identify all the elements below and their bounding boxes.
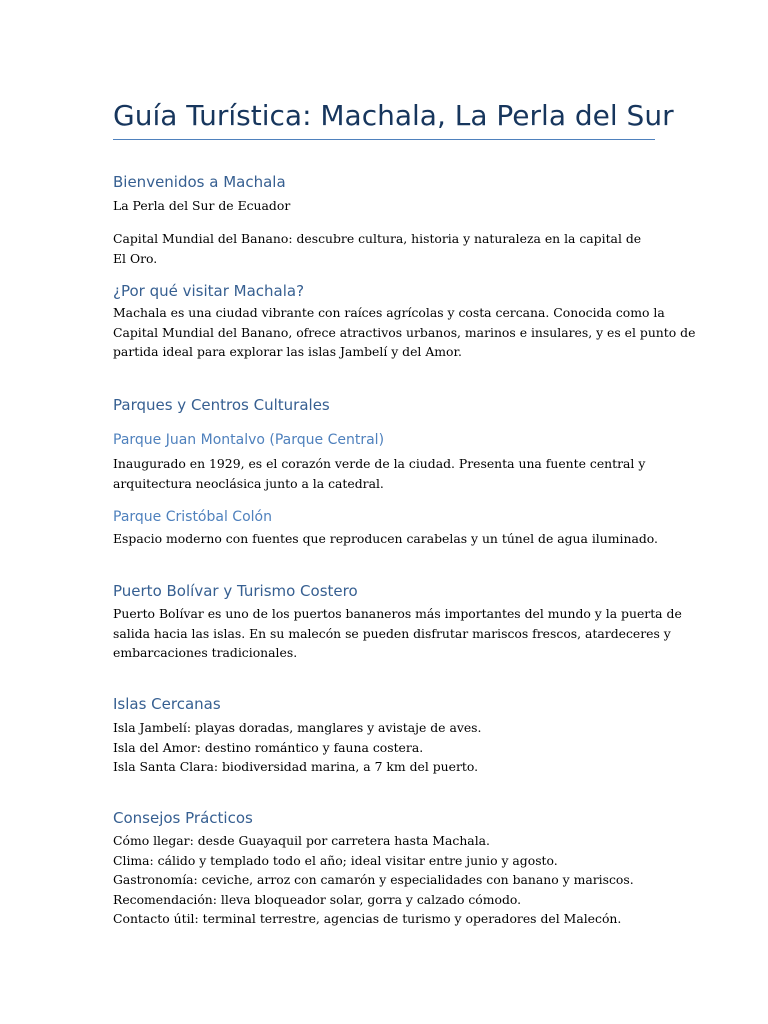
tip-line: Contacto útil: terminal terrestre, agencias de turismo y operadores del Malecón. (113, 911, 622, 926)
why-line: Capital Mundial del Banano, ofrece atractivos urbanos, marinos e insulares, y es el punto de (113, 324, 696, 340)
heading-parks: Parques y Centros Culturales (113, 396, 330, 414)
islands-list (113, 718, 655, 777)
why-paragraph (113, 303, 696, 362)
heading-why-visit: ¿Por qué visitar Machala? (113, 282, 305, 300)
tip-line: Gastronomía: ceviche, arroz con camarón y especialidades con banano y mariscos. (113, 872, 634, 887)
montalvo-line: Inaugurado en 1929, es el corazón verde de la ciudad. Presenta una fuente central y (113, 456, 646, 471)
puerto-paragraph (113, 604, 682, 663)
document-title: Guía Turística: Machala, La Perla del Sur (113, 99, 674, 132)
montalvo-paragraph (113, 454, 655, 493)
colon-line: Espacio moderno con fuentes que reproducen carabelas y un túnel de agua iluminado. (113, 531, 658, 546)
island-line: Isla Santa Clara: biodiversidad marina, a 7 km del puerto. (113, 759, 479, 774)
heading-puerto-bolivar: Puerto Bolívar y Turismo Costero (113, 582, 358, 600)
puerto-line: Puerto Bolívar es uno de los puertos bananeros más importantes del mundo y la puerta de (113, 606, 682, 621)
island-line: Isla del Amor: destino romántico y fauna costera. (113, 739, 424, 755)
montalvo-line: arquitectura neoclásica junto a la catedral. (113, 475, 384, 491)
why-line: partida ideal para explorar las islas Jambelí y del Amor. (113, 344, 462, 359)
colon-paragraph (113, 529, 658, 549)
tips-list (113, 831, 655, 929)
heading-parque-colon: Parque Cristóbal Colón (113, 509, 272, 525)
puerto-line: salida hacia las islas. En su malecón se pueden disfrutar mariscos frescos, atardeceres y (113, 625, 671, 641)
tip-line: Clima: cálido y templado todo el año; ideal visitar entre junio y agosto. (113, 852, 558, 868)
heading-bienvenidos: Bienvenidos a Machala (113, 173, 286, 191)
island-line: Isla Jambelí: playas doradas, manglares y avistaje de aves. (113, 720, 482, 735)
tip-line: Cómo llegar: desde Guayaquil por carretera hasta Machala. (113, 833, 490, 848)
why-line: Machala es una ciudad vibrante con raíces agrícolas y costa cercana. Conocida como la (113, 305, 665, 320)
tip-line: Recomendación: lleva bloqueador solar, gorra y calzado cómodo. (113, 891, 522, 907)
intro-subtitle: La Perla del Sur de Ecuador (113, 198, 291, 213)
heading-parque-montalvo: Parque Juan Montalvo (Parque Central) (113, 432, 385, 448)
heading-tips: Consejos Prácticos (113, 809, 253, 827)
title-underline (113, 139, 655, 140)
intro-tagline: Capital Mundial del Banano: descubre cultura, historia y naturaleza en la capital de El Oro. (113, 231, 642, 266)
puerto-line: embarcaciones tradicionales. (113, 645, 298, 660)
heading-islands: Islas Cercanas (113, 695, 221, 713)
